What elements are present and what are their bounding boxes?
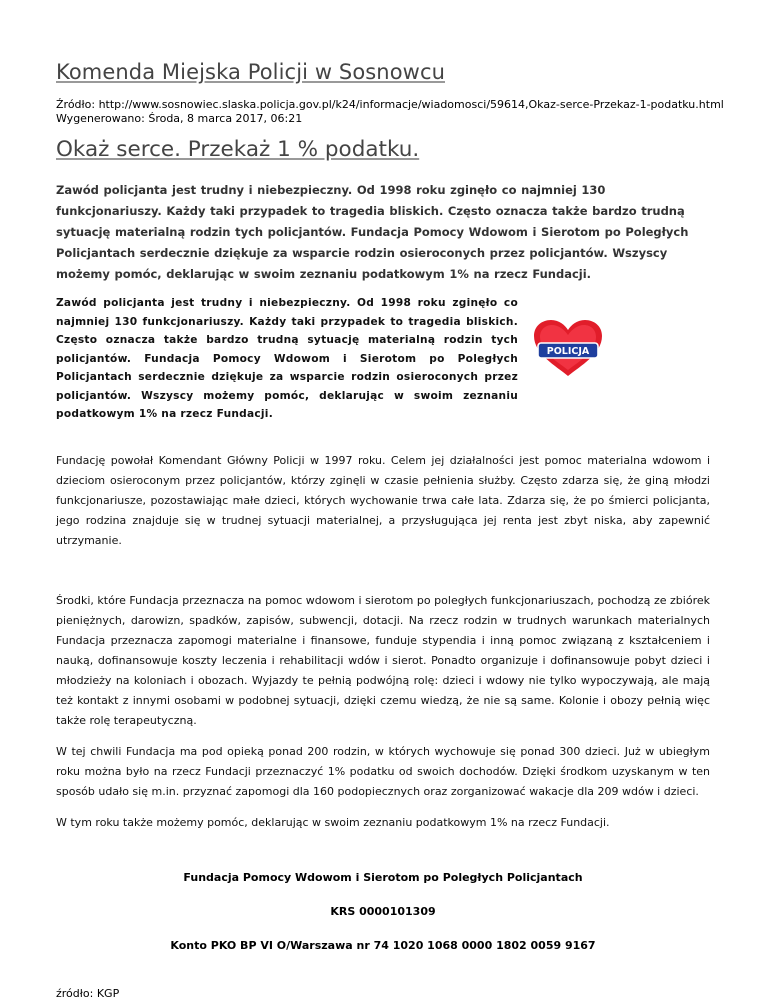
article-title[interactable]: Okaż serce. Przekaż 1 % podatku. [56,137,420,162]
foundation-details [56,871,710,953]
article-lead: Zawód policjanta jest trudny i niebezpieczny. Od 1998 roku zginęło co najmniej 130 funkcjonariuszy. Każdy taki przypadek to tragedia bliskich. Często oznacza także bardzo trudną sytuację materialną rodzin tych policjantów. Fundacja Pomocy Wdowom i Sierotom po Poległych Policjantach serdecznie dziękuje za wsparcie rodzin osieroconych przez policjantów. Wszyscy możemy pomóc, deklarując w swoim zeznaniu podatkowym 1% na rzecz Fundacji. [56,183,689,281]
paragraph-1: Fundację powołał Komendant Główny Policji w 1997 roku. Celem jej działalności jest pomoc materialna wdowom i dzieciom osieroconym przez policjantów, którzy zginęli w czasie pełnienia służby. Często zdarza się, że giną młodzi funkcjonariusze, pozostawiając małe dzieci, których wychowanie trwa całe lata. Zdarza się, że po śmierci policjanta, jego rodzina znajduje się w trudnej sytuacji materialnej, a przysługująca jej renta jest zbyt niska, aby zapewnić utrzymanie. [56,454,710,547]
paragraph-3: W tej chwili Fundacja ma pod opieką ponad 200 rodzin, w których wychowuje się ponad 300 dzieci. Już w ubiegłym roku można było na rzecz Fundacji przeznaczyć 1% podatku od swoich dochodów. Dzięki środkom uzyskanym w ten sposób udało się m.in. przyznać zapomogi dla 160 podopiecznych oraz zorganizować wakacje dla 209 wdów i dzieci. [56,745,710,798]
paragraph-4: W tym roku także możemy pomóc, deklarując w swoim zeznaniu podatkowym 1% na rzecz Fundacji. [56,816,610,829]
foundation-name: Fundacja Pomocy Wdowom i Sierotom po Poległych Policjantach [183,871,583,884]
policja-heart-logo [526,318,610,378]
document-page [56,58,724,1000]
generated-date-line: Wygenerowano: Środa, 8 marca 2017, 06:21 [56,112,303,125]
source-note: źródło: KGP [56,987,120,1000]
intro-section [56,294,710,420]
site-title[interactable]: Komenda Miejska Policji w Sosnowcu [56,60,445,84]
intro-text: Zawód policjanta jest trudny i niebezpieczny. Od 1998 roku zginęło co najmniej 130 funkcjonariuszy. Każdy taki przypadek to tragedia bliskich. Często oznacza także bardzo trudną sytuację materialną rodzin tych policjantów. Fundacja Pomocy Wdowom i Sierotom po Poległych Policjantach serdecznie dziękuje za wsparcie rodzin osieroconych przez policjantów. Wszyscy możemy pomóc, deklarując w swoim zeznaniu podatkowym 1% na rzecz Fundacji. [56,297,518,420]
document-meta [56,98,724,126]
bank-account: Konto PKO BP VI O/Warszawa nr 74 1020 1068 0000 1802 0059 9167 [170,939,596,952]
paragraph-2: Środki, które Fundacja przeznacza na pomoc wdowom i sierotom po poległych funkcjonariuszach, pochodzą ze zbiórek pieniężnych, darowizn, spadków, zapisów, subwencji, dotacji. Na rzecz rodzin w trudnych warunkach materialnych Fundacja przeznacza zapomogi materialne i finansowe, funduje stypendia i inną pomoc związaną z kształceniem i nauką, dofinansowuje koszty leczenia i rehabilitacji wdów i sierot. Ponadto organizuje i dofinansowuje pobyt dzieci i młodzieży na koloniach i obozach. Wyjazdy te pełnią podwójną rolę: dzieci i wdowy nie tylko wypoczywają, ale mają też kontakt z innymi osobami w podobnej sytuacji, dzięki czemu wiedzą, że nie są same. Kolonie i obozy pełnią więc także rolę terapeutyczną. [56,594,710,727]
krs-number: KRS 0000101309 [330,905,436,918]
source-url-line: Źródło: http://www.sosnowiec.slaska.policja.gov.pl/k24/informacje/wiadomosci/59614,Okaz-serce-Przekaz-1-podatku.html [56,98,724,111]
logo-label: POLICJA [546,346,590,357]
